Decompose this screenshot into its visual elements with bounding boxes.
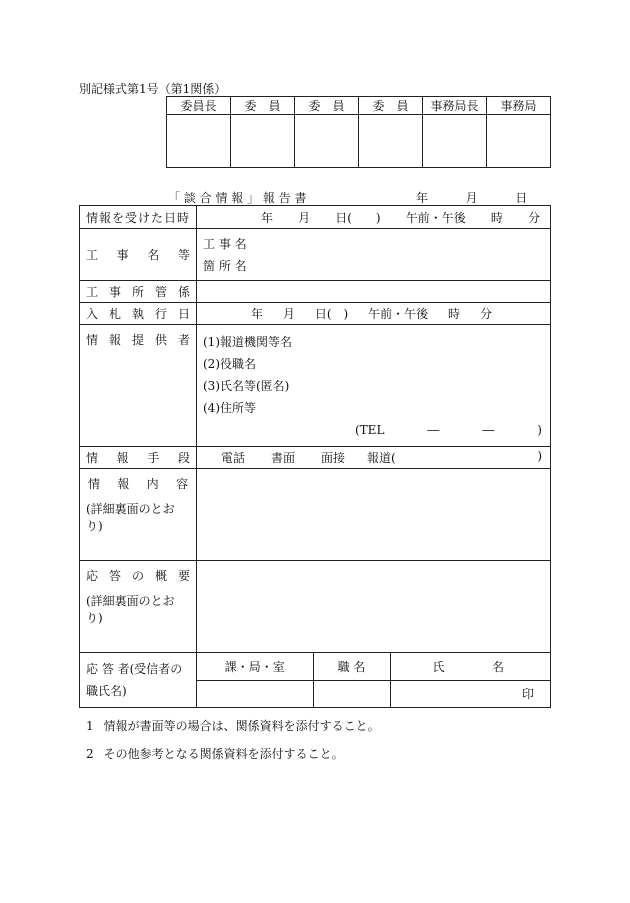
- respondent-title-input[interactable]: [313, 680, 390, 707]
- office-in-charge-field[interactable]: [197, 281, 551, 303]
- note-text: その他参考となる関係資料を添付すること。: [103, 747, 344, 761]
- label-char: 報: [108, 333, 121, 347]
- label-char: 入: [86, 307, 99, 321]
- label-char: 者: [177, 333, 190, 347]
- provider-address: (4)住所等: [203, 401, 256, 415]
- approval-stamp-box[interactable]: [167, 115, 231, 168]
- project-name-field[interactable]: [197, 229, 551, 281]
- information-provider-field[interactable]: [197, 325, 551, 447]
- tel-close: ): [537, 423, 542, 437]
- received-hour: 時: [490, 210, 503, 225]
- respondent-name-input[interactable]: [390, 680, 550, 707]
- name-char: 氏: [432, 659, 445, 674]
- provider-position: (2)役職名: [203, 357, 256, 371]
- respondent-table: [197, 653, 550, 707]
- label-char: 執: [131, 307, 144, 321]
- information-content-sub: (詳細裏面のとおり): [86, 502, 175, 533]
- tel-dash: ―: [482, 423, 495, 437]
- information-means-field[interactable]: [197, 447, 551, 469]
- respondent-dept-input[interactable]: [197, 680, 313, 707]
- approval-header-member-2: 委 員: [295, 97, 359, 115]
- form-label: 別記様式第1号（第1関係）: [79, 82, 227, 96]
- means-interview: 面接: [321, 451, 346, 465]
- received-datetime-label: 情報を受けた日時: [80, 206, 197, 229]
- information-means-label: [80, 447, 197, 469]
- report-form-table: [79, 205, 551, 708]
- received-year: 年: [261, 210, 274, 225]
- bid-date-field[interactable]: [197, 303, 551, 325]
- label-char: 情: [86, 451, 99, 465]
- provider-name: (3)氏名等(匿名): [203, 379, 290, 393]
- label-char: 答: [108, 569, 121, 583]
- note-1: [86, 717, 380, 734]
- label-char: 日: [177, 307, 190, 321]
- information-content-field[interactable]: [197, 469, 551, 561]
- report-date-year: 年: [416, 191, 429, 205]
- response-summary-field[interactable]: [197, 561, 551, 653]
- approval-stamp-table: [166, 96, 551, 168]
- label-char: 容: [175, 477, 188, 491]
- tel-open: (TEL: [355, 423, 385, 437]
- provider-media-name: (1)報道機関等名: [203, 335, 292, 349]
- received-datetime-field[interactable]: [197, 206, 551, 229]
- report-title: 「 談 合 情 報 」 報 告 書: [168, 191, 307, 205]
- approval-header-secretary-general: 事務局長: [423, 97, 487, 115]
- label-char: 情: [88, 477, 101, 491]
- received-month: 月: [298, 210, 311, 225]
- respondent-label-line1: 応 答 者(受信者の: [86, 662, 183, 676]
- information-content-label: [80, 469, 197, 561]
- bid-minute: 分: [479, 307, 492, 321]
- approval-stamp-box[interactable]: [231, 115, 295, 168]
- label-char: 名: [147, 248, 160, 262]
- approval-stamp-box[interactable]: [423, 115, 487, 168]
- label-char: 札: [108, 307, 121, 321]
- information-provider-label: [80, 325, 197, 447]
- label-char: 係: [177, 285, 190, 299]
- label-char: 管: [154, 285, 167, 299]
- received-minute: 分: [527, 210, 540, 225]
- label-char: 事: [116, 248, 129, 262]
- approval-header-chair: 委員長: [167, 97, 231, 115]
- bid-hour: 時: [448, 307, 461, 321]
- label-char: 行: [154, 307, 167, 321]
- approval-header-member-3: 委 員: [359, 97, 423, 115]
- report-date-day: 日: [515, 191, 528, 205]
- project-name-label: [80, 229, 197, 281]
- bid-month: 月: [282, 307, 295, 321]
- means-close: ): [537, 449, 542, 463]
- label-char: 手: [147, 451, 160, 465]
- report-date: [416, 189, 527, 206]
- office-in-charge-label: [80, 281, 197, 303]
- label-char: 要: [177, 569, 190, 583]
- note-text: 情報が書面等の場合は、関係資料を添付すること。: [103, 719, 380, 733]
- label-char: 等: [177, 248, 190, 262]
- bid-year: 年: [251, 307, 264, 321]
- bid-ampm: 午前・午後: [368, 307, 429, 321]
- label-char: 工: [86, 248, 99, 262]
- respondent-label: [80, 653, 197, 708]
- label-char: 概: [154, 569, 167, 583]
- received-day: 日( ): [335, 210, 381, 225]
- project-location-line: 箇 所 名: [203, 258, 247, 273]
- respondent-label-line2: 職氏名): [86, 684, 127, 698]
- means-document: 書面: [271, 451, 296, 465]
- means-press: 報道(: [367, 451, 396, 465]
- name-char: 名: [491, 659, 504, 674]
- label-char: 事: [108, 285, 121, 299]
- label-char: 報: [116, 451, 129, 465]
- label-char: の: [131, 569, 144, 583]
- response-summary-sub: (詳細裏面のとおり): [86, 594, 175, 625]
- respondent-field: [197, 653, 551, 708]
- respondent-title-header: 職 名: [313, 653, 390, 680]
- respondent-dept-header: 課・局・室: [197, 653, 313, 680]
- response-summary-label: [80, 561, 197, 653]
- bid-date-label: [80, 303, 197, 325]
- label-char: 段: [177, 451, 190, 465]
- provider-tel: [203, 419, 544, 441]
- note-number: 2: [86, 747, 94, 761]
- approval-header-member-1: 委 員: [231, 97, 295, 115]
- label-char: 工: [86, 285, 99, 299]
- label-char: 提: [131, 333, 144, 347]
- approval-stamp-box[interactable]: [295, 115, 359, 168]
- respondent-name-header: [390, 653, 550, 680]
- received-ampm: 午前・午後: [405, 210, 466, 225]
- seal-mark: 印: [521, 687, 534, 702]
- label-char: 内: [146, 477, 159, 491]
- tel-dash: ―: [427, 423, 440, 437]
- approval-header-secretariat: 事務局: [487, 97, 551, 115]
- report-date-month: 月: [465, 191, 478, 205]
- bid-day: 日( ): [314, 307, 349, 321]
- approval-stamp-box[interactable]: [487, 115, 551, 168]
- note-number: 1: [86, 719, 94, 733]
- note-2: [86, 745, 344, 762]
- label-char: 所: [131, 285, 144, 299]
- label-char: 情: [86, 333, 99, 347]
- approval-stamp-box[interactable]: [359, 115, 423, 168]
- label-char: 報: [117, 477, 130, 491]
- project-name-line: 工 事 名: [203, 236, 247, 251]
- label-char: 応: [86, 569, 99, 583]
- means-phone: 電話: [221, 451, 246, 465]
- label-char: 供: [154, 333, 167, 347]
